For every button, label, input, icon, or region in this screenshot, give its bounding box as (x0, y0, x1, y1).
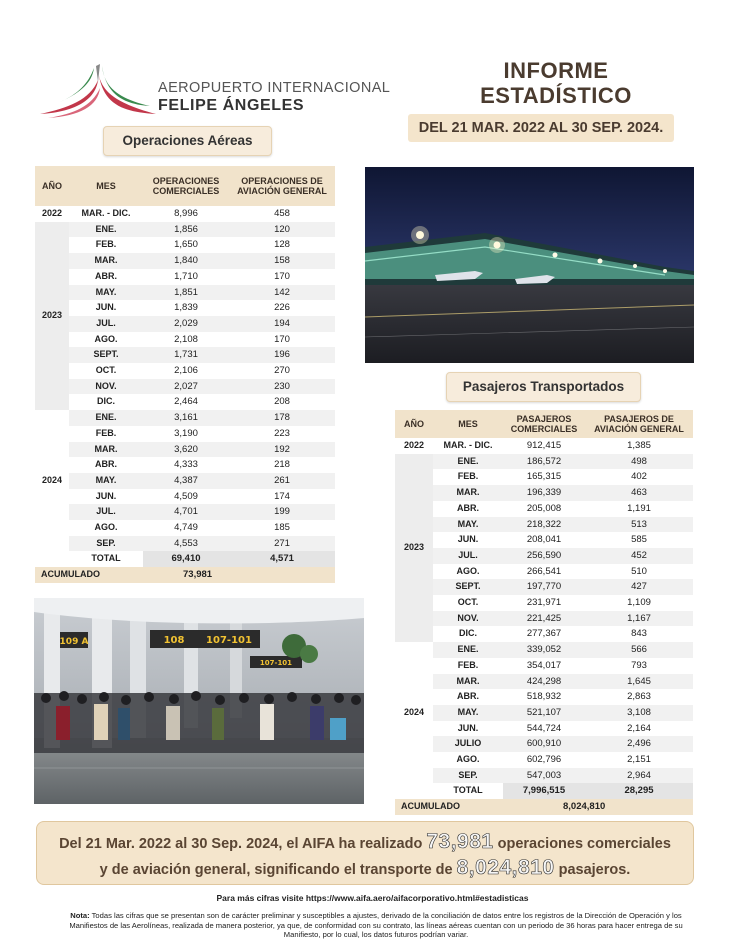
table-row (35, 394, 335, 410)
value-cell: 452 (585, 548, 693, 564)
table-header-year: AÑO (395, 410, 433, 438)
table-row (35, 316, 335, 332)
month-cell: ENE. (433, 454, 503, 470)
value-cell: 196 (229, 347, 335, 363)
table-row (395, 579, 693, 595)
value-cell: 912,415 (503, 438, 585, 454)
value-cell: 2,027 (143, 379, 229, 395)
month-cell: ABR. (69, 269, 143, 285)
total-label: TOTAL (69, 551, 143, 567)
accumulated-row (35, 567, 335, 583)
total-commercial-passengers: 7,996,515 (503, 783, 585, 799)
month-cell: JUL. (433, 548, 503, 564)
value-cell: 1,109 (585, 595, 693, 611)
gate-sign-108: 108 (163, 635, 185, 646)
value-cell: 194 (229, 316, 335, 332)
brand-name (158, 80, 390, 115)
value-cell: 174 (229, 489, 335, 505)
passengers-table-body (395, 438, 693, 815)
value-cell: 1,851 (143, 285, 229, 301)
value-cell: 513 (585, 517, 693, 533)
value-cell: 547,003 (503, 768, 585, 784)
table-row (395, 517, 693, 533)
month-cell: ABR. (433, 501, 503, 517)
table-row (395, 438, 693, 454)
value-cell: 2,151 (585, 752, 693, 768)
value-cell: 277,367 (503, 626, 585, 642)
value-cell: 158 (229, 253, 335, 269)
table-row (35, 489, 335, 505)
value-cell: 354,017 (503, 658, 585, 674)
table-row (395, 485, 693, 501)
value-cell: 1,645 (585, 674, 693, 690)
value-cell: 2,496 (585, 736, 693, 752)
table-row (395, 721, 693, 737)
value-cell: 2,106 (143, 363, 229, 379)
value-cell: 424,298 (503, 674, 585, 690)
value-cell: 218,322 (503, 517, 585, 533)
summary-line-1 (37, 830, 693, 856)
summary-text-3: y de aviación general, significando el transporte de (99, 862, 453, 878)
month-cell: JUL. (69, 316, 143, 332)
value-cell: 1,385 (585, 438, 693, 454)
table-header-commercial-ops: OPERACIONES COMERCIALES (143, 166, 229, 206)
accumulated-row (395, 799, 693, 815)
value-cell: 2,464 (143, 394, 229, 410)
table-row (35, 332, 335, 348)
operations-table-body (35, 206, 335, 583)
value-cell: 170 (229, 269, 335, 285)
value-cell: 600,910 (503, 736, 585, 752)
table-row (35, 237, 335, 253)
passengers-section-label: Pasajeros Transportados (446, 372, 641, 402)
value-cell: 199 (229, 504, 335, 520)
value-cell: 192 (229, 442, 335, 458)
value-cell: 178 (229, 410, 335, 426)
table-row (395, 454, 693, 470)
table-row (35, 347, 335, 363)
value-cell: 402 (585, 469, 693, 485)
table-row (35, 536, 335, 552)
month-cell: JUN. (69, 300, 143, 316)
value-cell: 544,724 (503, 721, 585, 737)
value-cell: 4,387 (143, 473, 229, 489)
table-row (395, 564, 693, 580)
empty-cell (35, 551, 69, 567)
value-cell: 226 (229, 300, 335, 316)
table-row (35, 222, 335, 238)
value-cell: 197,770 (503, 579, 585, 595)
table-row (395, 768, 693, 784)
summary-operations-total: 73,981 (426, 830, 494, 853)
table-row (395, 469, 693, 485)
month-cell: SEP. (69, 536, 143, 552)
table-row (35, 442, 335, 458)
table-row (35, 504, 335, 520)
value-cell: 463 (585, 485, 693, 501)
value-cell: 142 (229, 285, 335, 301)
summary-text-2: operaciones comerciales (497, 836, 671, 852)
report-title-line-1: INFORME (503, 58, 609, 83)
month-cell: FEB. (69, 237, 143, 253)
table-header-general-aviation-ops: OPERACIONES DE AVIACIÓN GENERAL (229, 166, 335, 206)
value-cell: 4,749 (143, 520, 229, 536)
summary-line-2 (37, 856, 693, 882)
total-general-aviation-passengers: 28,295 (585, 783, 693, 799)
month-cell: MAR. (433, 485, 503, 501)
table-header-general-aviation-passengers: PASAJEROS DE AVIACIÓN GENERAL (585, 410, 693, 438)
table-row (35, 363, 335, 379)
value-cell: 8,996 (143, 206, 229, 222)
value-cell: 4,509 (143, 489, 229, 505)
table-row (395, 674, 693, 690)
accumulated-label: ACUMULADO (35, 567, 143, 583)
value-cell: 221,425 (503, 611, 585, 627)
month-cell: AGO. (433, 752, 503, 768)
table-row (35, 457, 335, 473)
value-cell: 1,839 (143, 300, 229, 316)
value-cell: 223 (229, 426, 335, 442)
table-row (395, 642, 693, 658)
month-cell: MAY. (69, 285, 143, 301)
month-cell: MAR. (433, 674, 503, 690)
gate-sign-109a: 109 A (59, 637, 89, 647)
brand-line-2: FELIPE ÁNGELES (158, 97, 305, 114)
value-cell: 793 (585, 658, 693, 674)
table-row (395, 658, 693, 674)
table-row (395, 736, 693, 752)
table-header-month: MES (433, 410, 503, 438)
month-cell: AGO. (69, 332, 143, 348)
month-cell: ABR. (69, 457, 143, 473)
month-cell: MAY. (433, 705, 503, 721)
month-cell: SEPT. (69, 347, 143, 363)
table-row (395, 532, 693, 548)
value-cell: 185 (229, 520, 335, 536)
value-cell: 1,710 (143, 269, 229, 285)
year-cell: 2023 (395, 454, 433, 642)
table-row (35, 206, 335, 222)
report-title-line-2: ESTADÍSTICO (480, 83, 632, 108)
date-range-banner: DEL 21 MAR. 2022 AL 30 SEP. 2024. (408, 114, 674, 142)
month-cell: ENE. (433, 642, 503, 658)
value-cell: 458 (229, 206, 335, 222)
table-row (35, 473, 335, 489)
total-label: TOTAL (433, 783, 503, 799)
value-cell: 196,339 (503, 485, 585, 501)
value-cell: 518,932 (503, 689, 585, 705)
passengers-table (395, 410, 693, 815)
table-row (395, 752, 693, 768)
gate-sign-107-101: 107-101 (206, 635, 252, 646)
more-stats-link[interactable]: Para más cifras visite https://www.aifa.aero/aifacorporativo.html#estadisticas (216, 893, 529, 903)
value-cell: 3,620 (143, 442, 229, 458)
month-cell: AGO. (433, 564, 503, 580)
month-cell: SEP. (433, 768, 503, 784)
value-cell: 1,650 (143, 237, 229, 253)
value-cell: 843 (585, 626, 693, 642)
value-cell: 271 (229, 536, 335, 552)
table-header-year: AÑO (35, 166, 69, 206)
value-cell: 1,191 (585, 501, 693, 517)
value-cell: 2,164 (585, 721, 693, 737)
value-cell: 186,572 (503, 454, 585, 470)
month-cell: FEB. (69, 426, 143, 442)
table-row (395, 501, 693, 517)
footnote (55, 911, 697, 940)
accumulated-value: 73,981 (143, 567, 335, 583)
value-cell: 2,029 (143, 316, 229, 332)
summary-text-1: Del 21 Mar. 2022 al 30 Sep. 2024, el AIFA ha realizado (59, 836, 423, 852)
year-cell: 2024 (35, 410, 69, 551)
month-cell: ENE. (69, 222, 143, 238)
terminal-crowd-photo (34, 598, 364, 804)
gate-sign-107-101-secondary: 107-101 (259, 659, 293, 667)
value-cell: 261 (229, 473, 335, 489)
value-cell: 208,041 (503, 532, 585, 548)
month-cell: OCT. (69, 363, 143, 379)
table-row (35, 285, 335, 301)
value-cell: 1,856 (143, 222, 229, 238)
value-cell: 1,167 (585, 611, 693, 627)
value-cell: 566 (585, 642, 693, 658)
summary-banner (36, 821, 694, 885)
value-cell: 427 (585, 579, 693, 595)
table-row (395, 705, 693, 721)
value-cell: 208 (229, 394, 335, 410)
value-cell: 230 (229, 379, 335, 395)
value-cell: 585 (585, 532, 693, 548)
month-cell: SEPT. (433, 579, 503, 595)
aifa-logo-icon (38, 62, 158, 122)
value-cell: 3,190 (143, 426, 229, 442)
month-cell: AGO. (69, 520, 143, 536)
month-cell: NOV. (69, 379, 143, 395)
value-cell: 510 (585, 564, 693, 580)
table-row (35, 520, 335, 536)
value-cell: 266,541 (503, 564, 585, 580)
total-general-aviation-ops: 4,571 (229, 551, 335, 567)
value-cell: 2,863 (585, 689, 693, 705)
month-cell: MAR. - DIC. (433, 438, 503, 454)
value-cell: 4,701 (143, 504, 229, 520)
value-cell: 4,553 (143, 536, 229, 552)
month-cell: MAR. - DIC. (69, 206, 143, 222)
footnote-text: Todas las cifras que se presentan son de carácter preliminar y susceptibles a ajustes, derivado de la conciliación de datos entre los registros de la Dirección de Operación y los Manifiestos de las Aerolíneas, realizada de manera posterior, ya que, de conformidad con su contrato, las líneas aéreas cuentan con un periodo de 36 horas para hacer entrega de su Manifiesto, por lo cual, los datos futuros podrían variar. (69, 911, 683, 940)
report-title (440, 58, 672, 108)
terminal-night-photo (365, 167, 694, 363)
table-row (395, 548, 693, 564)
total-row (35, 551, 335, 567)
value-cell: 3,108 (585, 705, 693, 721)
summary-text-4: pasajeros. (558, 862, 631, 878)
value-cell: 602,796 (503, 752, 585, 768)
value-cell: 165,315 (503, 469, 585, 485)
brand-line-1: AEROPUERTO INTERNACIONAL (158, 80, 391, 96)
table-row (395, 626, 693, 642)
month-cell: ABR. (433, 689, 503, 705)
month-cell: JUN. (69, 489, 143, 505)
summary-passengers-total: 8,024,810 (456, 856, 555, 879)
year-cell: 2022 (35, 206, 69, 222)
value-cell: 2,964 (585, 768, 693, 784)
value-cell: 339,052 (503, 642, 585, 658)
table-row (35, 379, 335, 395)
empty-cell (395, 783, 433, 799)
month-cell: JULIO (433, 736, 503, 752)
month-cell: DIC. (69, 394, 143, 410)
value-cell: 1,731 (143, 347, 229, 363)
total-row (395, 783, 693, 799)
value-cell: 498 (585, 454, 693, 470)
year-cell: 2024 (395, 642, 433, 783)
value-cell: 3,161 (143, 410, 229, 426)
table-row (35, 426, 335, 442)
month-cell: JUN. (433, 532, 503, 548)
year-cell: 2023 (35, 222, 69, 410)
total-commercial-ops: 69,410 (143, 551, 229, 567)
value-cell: 521,107 (503, 705, 585, 721)
operations-table (35, 166, 335, 583)
operations-section-label: Operaciones Aéreas (103, 126, 272, 156)
value-cell: 128 (229, 237, 335, 253)
value-cell: 170 (229, 332, 335, 348)
value-cell: 231,971 (503, 595, 585, 611)
value-cell: 1,840 (143, 253, 229, 269)
accumulated-label: ACUMULADO (395, 799, 503, 815)
value-cell: 4,333 (143, 457, 229, 473)
month-cell: NOV. (433, 611, 503, 627)
month-cell: FEB. (433, 658, 503, 674)
accumulated-value: 8,024,810 (503, 799, 693, 815)
month-cell: MAY. (69, 473, 143, 489)
table-row (35, 300, 335, 316)
table-row (35, 269, 335, 285)
table-row (35, 410, 335, 426)
month-cell: FEB. (433, 469, 503, 485)
table-row (395, 689, 693, 705)
table-header-month: MES (69, 166, 143, 206)
table-row (395, 595, 693, 611)
table-row (35, 253, 335, 269)
month-cell: OCT. (433, 595, 503, 611)
value-cell: 120 (229, 222, 335, 238)
month-cell: MAR. (69, 442, 143, 458)
month-cell: JUL. (69, 504, 143, 520)
month-cell: DIC. (433, 626, 503, 642)
year-cell: 2022 (395, 438, 433, 454)
month-cell: MAY. (433, 517, 503, 533)
table-row (395, 611, 693, 627)
value-cell: 218 (229, 457, 335, 473)
month-cell: JUN. (433, 721, 503, 737)
footnote-label: Nota: (70, 911, 90, 920)
value-cell: 205,008 (503, 501, 585, 517)
table-header-commercial-passengers: PASAJEROS COMERCIALES (503, 410, 585, 438)
month-cell: ENE. (69, 410, 143, 426)
month-cell: MAR. (69, 253, 143, 269)
value-cell: 256,590 (503, 548, 585, 564)
value-cell: 2,108 (143, 332, 229, 348)
value-cell: 270 (229, 363, 335, 379)
